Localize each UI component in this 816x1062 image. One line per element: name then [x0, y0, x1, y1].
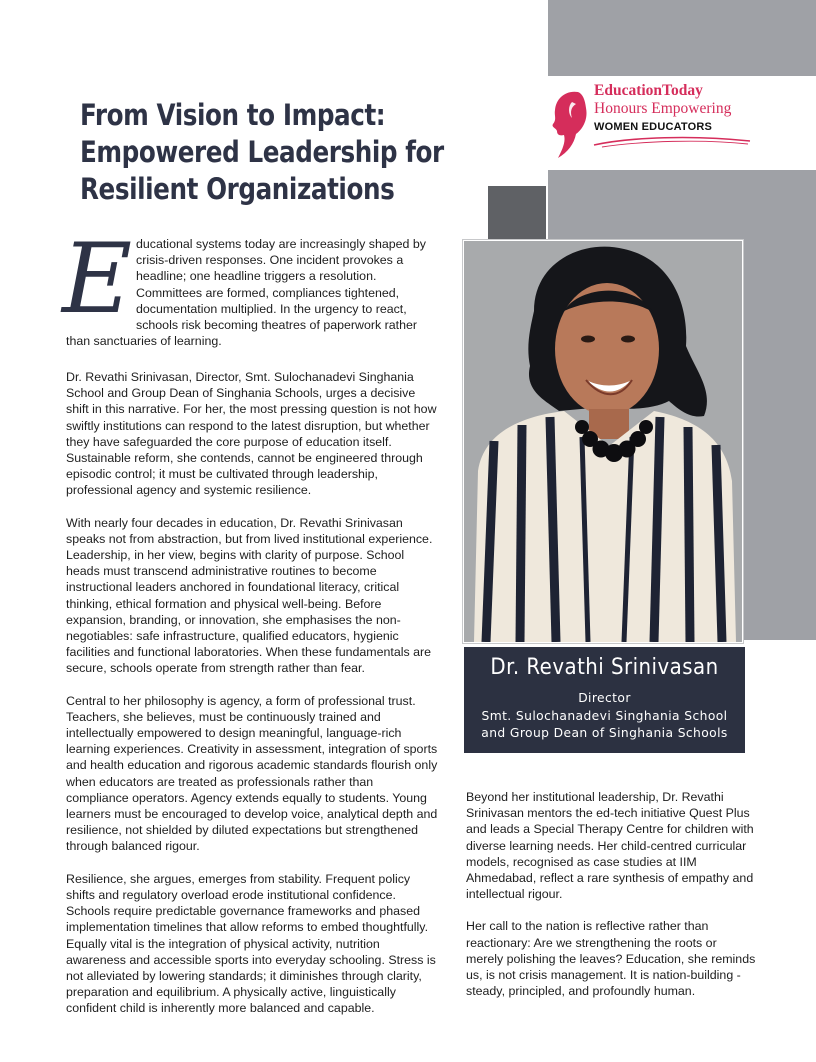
dark-accent-square — [488, 186, 546, 240]
right-paragraph-2: Her call to the nation is reflective rather than reactionary: Are we strengthening the roots or merely polishing the leaves? Education, she reminds us, is not crisis management. It is nation-building - steady, principled, and profoundly human. — [466, 919, 756, 999]
paragraph-3: Central to her philosophy is agency, a form of professional trust. Teachers, she believes, must be continuously trained and intellectually empowered to design meaningful, language-rich learning experiences. Creativity in assessment, integration of sports and health education and rigorous academic standards flourish only when educators are treated as professionals rather than compliance operators. Agency extends equally to students. Young learners must be encouraged to develop voice, analytical depth and resilience, not shielded by diluted expectations but strengthened through balanced rigour. — [66, 693, 438, 854]
badge-swoosh-icon — [592, 135, 752, 149]
portrait-photo — [463, 240, 743, 643]
woman-profile-logo-icon — [548, 88, 592, 160]
intro-text: ducational systems today are increasingly shaped by crisis-driven responses. One incident provokes a headline; one headline triggers a resolution. Committees are formed, compliances tightened, documentation multiplied. In the urgency to react, schools risk becoming theatres of paperwork rather than sanctuaries of learning. — [66, 237, 426, 349]
intro-paragraph — [62, 223, 436, 349]
portrait-illustration — [464, 241, 742, 642]
paragraph-2: With nearly four decades in education, Dr. Revathi Srinivasan speaks not from abstraction, but from lived institutional experience. Leadership, in her view, begins with clarity of purpose. School heads must transcend administrative routines to become instructional leaders anchored in foundational literacy, critical thinking, ethical formation and physical well-being. Before expansion, branding, or innovation, she emphasises the non-negotiables: safe infrastructure, qualified educators, hygienic facilities and functional laboratories. When these fundamentals are secure, schools operate from strength rather than fear. — [66, 515, 433, 676]
education-today-badge — [548, 82, 816, 162]
left-column — [66, 369, 438, 1033]
article-title: From Vision to Impact: Empowered Leadership for Resilient Organizations — [80, 98, 444, 206]
top-right-grey-panel — [548, 0, 816, 76]
paragraph-4: Resilience, she argues, emerges from stability. Frequent policy shifts and regulatory overload erode institutional confidence. Schools require predictable governance frameworks and phased implementation timelines that allow reforms to embed thoughtfully. Equally vital is the integration of physical activity, nutrition awareness and accessible sports into everyday schooling. Stress is not alleviated by lowering standards; it diminishes through clarity, preparation and equilibrium. A physically active, linguistically confident child is inherently more balanced and capable. — [66, 871, 436, 1016]
right-column — [466, 789, 756, 1015]
badge-brand-name: EducationToday — [594, 82, 703, 99]
drop-cap-letter: E — [62, 223, 133, 335]
paragraph-1: Dr. Revathi Srinivasan, Director, Smt. Sulochanadevi Singhania School and Group Dean of Singhania Schools, urges a decisive shift in this narrative. For her, the most pressing question is not how swiftly institutions can respond to the latest disruption, but whether they have safeguarded the core purpose of education itself. Sustainable reform, she contends, cannot be engineered through episodic control; it must be cultivated through leadership, professional agency and systemic resilience. — [66, 370, 437, 498]
right-paragraph-1: Beyond her institutional leadership, Dr. Revathi Srinivasan mentors the ed-tech initiative Quest Plus and leads a Special Therapy Centre for children with diverse learning needs. Her child-centred curricular models, recognised as case studies at IIM Ahmedabad, reflect a rare synthesis of empathy and intellectual rigour. — [466, 790, 754, 902]
badge-honours-line: Honours Empowering — [594, 100, 732, 117]
profile-role-line-1: Director — [578, 691, 631, 705]
profile-role-line-2: Smt. Sulochanadevi Singhania School — [481, 708, 728, 723]
profile-name-card — [464, 647, 745, 753]
badge-women-educators: WOMEN EDUCATORS — [594, 121, 713, 133]
profile-name: Dr. Revathi Srinivasan — [490, 655, 719, 680]
profile-role-line-3: and Group Dean of Singhania Schools — [481, 726, 728, 740]
